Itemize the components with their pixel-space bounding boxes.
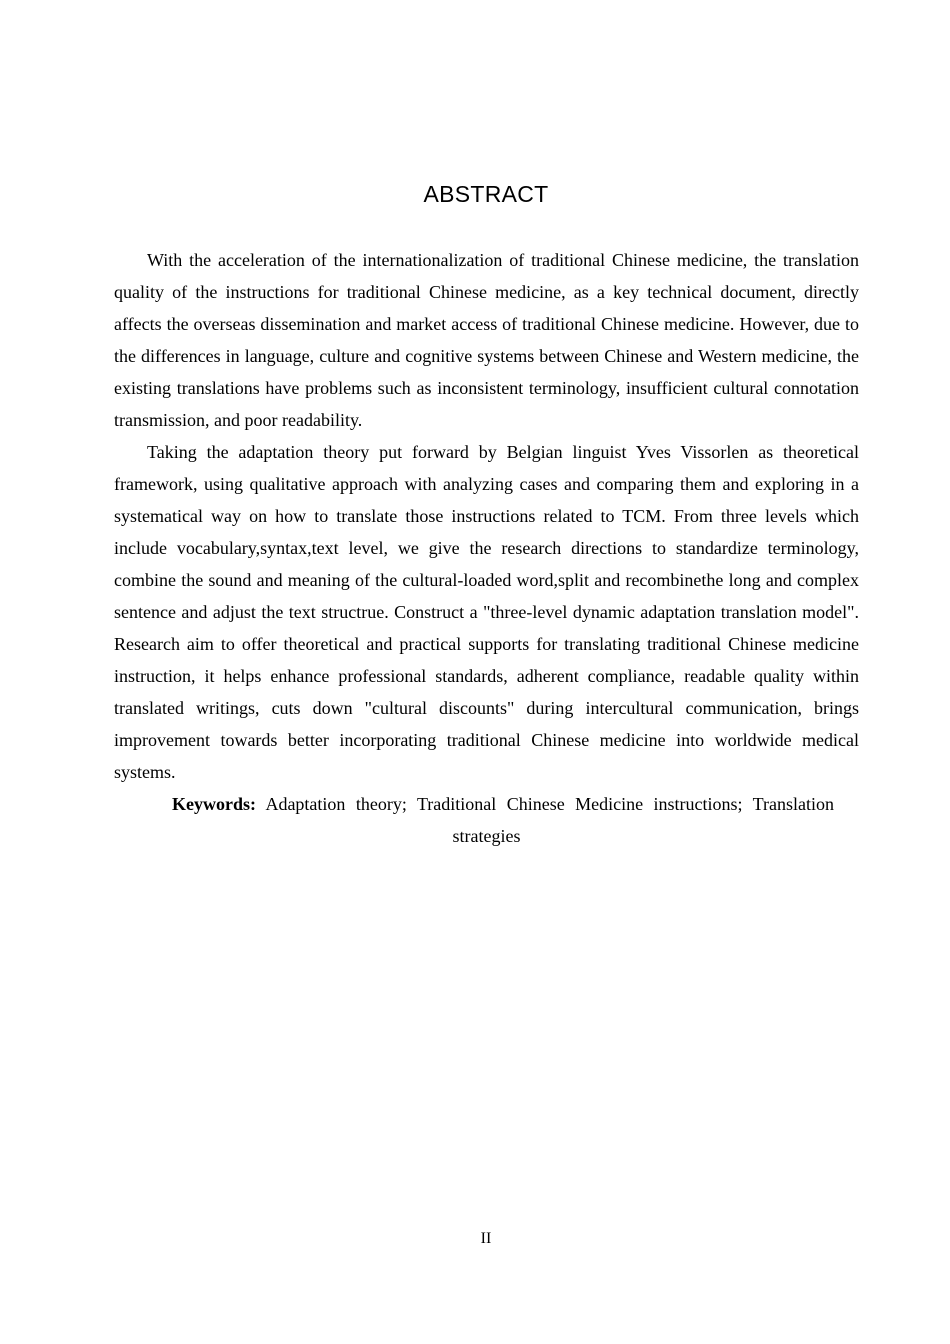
abstract-title: ABSTRACT	[423, 181, 549, 207]
abstract-paragraph-1: With the acceleration of the internationalization of traditional Chinese medicine, the translation quality of the instructions for traditional Chinese medicine, as a key technical document, directly affects the overseas dissemination and market access of traditional Chinese medicine. However, due to the differences in language, culture and cognitive systems between Chinese and Western medicine, the existing translations have problems such as inconsistent terminology, insufficient cultural connotation transmission, and poor readability.	[114, 250, 859, 430]
keywords-line	[114, 788, 859, 852]
keywords-text: Adaptation theory; Traditional Chinese Medicine instructions; Translation strategies	[256, 794, 834, 846]
abstract-paragraph-2: Taking the adaptation theory put forward by Belgian linguist Yves Vissorlen as theoretical framework, using qualitative approach with analyzing cases and comparing them and exploring in a systematical way on how to translate those instructions related to TCM. From three levels which include vocabulary,syntax,text level, we give the research directions to standardize terminology, combine the sound and meaning of the cultural-loaded word,split and recombinethe long and complex sentence and adjust the text structrue. Construct a "three-level dynamic adaptation translation model". Research aim to offer theoretical and practical supports for translating traditional Chinese medicine instruction, it helps enhance professional standards, adherent compliance, readable quality within translated writings, cuts down "cultural discounts" during intercultural communication, brings improvement towards better incorporating traditional Chinese medicine into worldwide medical systems.	[114, 442, 859, 782]
page-number: II	[480, 1230, 492, 1247]
keywords-label: Keywords:	[172, 794, 256, 814]
abstract-body	[114, 244, 859, 852]
